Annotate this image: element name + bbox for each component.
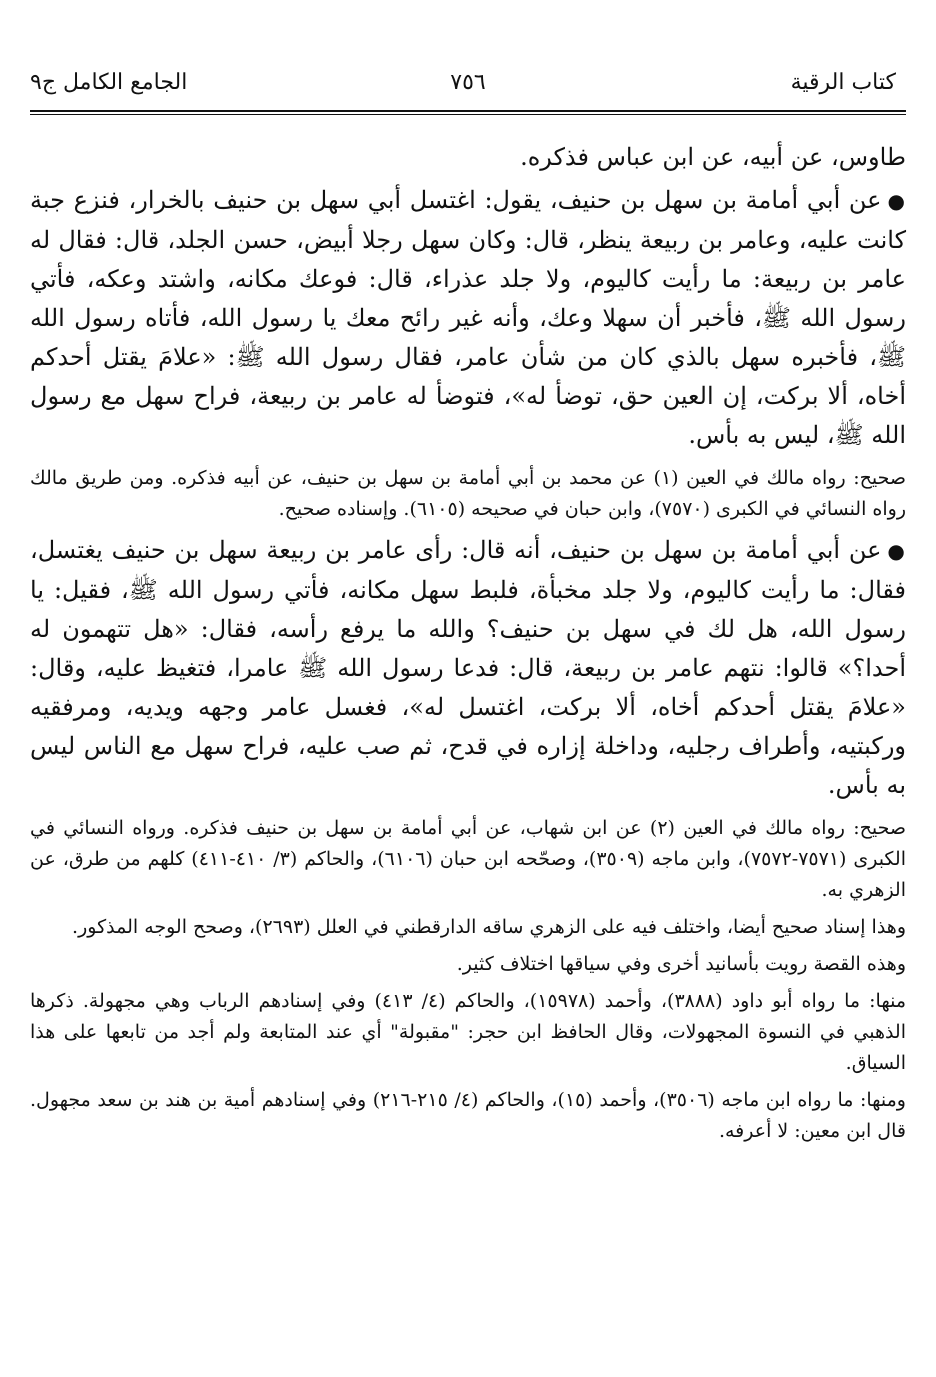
book-title: الجامع الكامل ج٩ xyxy=(30,70,188,95)
hadith-paragraph-2 xyxy=(30,531,906,805)
hadith-text-1: عن أبي أمامة بن سهل بن حنيف، يقول: اغتسل أبي سهل بن حنيف بالخرار، فنزع جبة كانت عليه، وعامر بن ربيعة ينظر، قال: وكان سهل رجلا أبيض، حسن الجلد، قال: فقال له عامر بن ربيعة: ما رأيت كاليوم، ولا جلد عذراء، قال: فوعك مكانه، واشتد وعكه، فأتي رسول الله ﷺ، فأخبر أن سهلا وعك، وأنه غير رائح معك يا رسول الله، فأتاه رسول الله ﷺ، فأخبره سهل بالذي كان من شأن عامر، فقال رسول الله ﷺ: «علامَ يقتل أحدكم أخاه، ألا بركت، إن العين حق، توضأ له»، فتوضأ له عامر بن ربيعة، فراح سهل مع رسول الله ﷺ، ليس به بأس. xyxy=(30,186,906,449)
takhrij-note-1 xyxy=(30,463,906,525)
note-text-4: وهذه القصة رويت بأسانيد أخرى وفي سياقها اختلاف كثير. xyxy=(456,953,906,975)
page-body xyxy=(30,138,906,1153)
takhrij-note-2 xyxy=(30,813,906,1147)
note-text-5: منها: ما رواه أبو داود (٣٨٨٨)، وأحمد (١٥٩٧٨)، والحاكم (٤/ ٤١٣) وفي إسنادهم الرباب وهي مجهولة. ذكرها الذهبي في النسوة المجهولات، وقال الحافظ ابن حجر: "مقبولة" أي عند المتابعة ولم أجد من تابعها على هذا السياق. xyxy=(30,990,906,1074)
book-page xyxy=(30,60,907,1142)
chapter-title: كتاب الرقية xyxy=(790,70,896,95)
continuation-line: طاوس، عن أبيه، عن ابن عباس فذكره. xyxy=(520,143,906,171)
hadith-paragraph-1 xyxy=(30,181,906,455)
note-text-1: صحيح: رواه مالك في العين (١) عن محمد بن أبي أمامة بن سهل بن حنيف، عن أبيه فذكره. ومن طريق مالك رواه النسائي في الكبرى (٧٥٧٠)، وابن حبان في صحيحه (٦١٠٥). وإسناده صحيح. xyxy=(30,467,906,520)
note-text-2: صحيح: رواه مالك في العين (٢) عن ابن شهاب، عن أبي أمامة بن سهل بن حنيف فذكره. ورواه النسائي في الكبرى (٧٥٧١-٧٥٧٢)، وابن ماجه (٣٥٠٩)، وصحّحه ابن حبان (٦١٠٦)، والحاكم (٣/ ٤١٠-٤١١) كلهم من طرق، عن الزهري به. xyxy=(30,817,907,901)
header-rule-thick xyxy=(30,110,906,112)
note-text-3: وهذا إسناد صحيح أيضا، واختلف فيه على الزهري ساقه الدارقطني في العلل (٢٦٩٣)، وصحح الوجه المذكور. xyxy=(72,916,906,938)
page-number: ٧٥٦ xyxy=(450,70,486,95)
bullet-icon: ● xyxy=(887,539,906,563)
hadith-text-2: عن أبي أمامة بن سهل بن حنيف، أنه قال: رأى عامر بن ربيعة سهل بن حنيف يغتسل، فقال: ما رأيت كاليوم، ولا جلد مخبأة، فلبط سهل مكانه، فأتي رسول الله ﷺ، فقيل: يا رسول الله، هل لك في سهل بن حنيف؟ والله ما يرفع رأسه، فقال: «هل تتهمون له أحدا؟» قالوا: نتهم عامر بن ربيعة، قال: فدعا رسول الله ﷺ عامرا، فتغيظ عليه، وقال: «علامَ يقتل أحدكم أخاه، ألا بركت، اغتسل له»، فغسل عامر وجهه ويديه، ومرفقيه وركبتيه، وأطراف رجليه، وداخلة إزاره في قدح، ثم صب عليه، فراح سهل مع الناس ليس به بأس. xyxy=(30,536,906,799)
note-text-6: ومنها: ما رواه ابن ماجه (٣٥٠٦)، وأحمد (١٥)، والحاكم (٤/ ٢١٥-٢١٦) وفي إسنادهم أمية بن هند بن سعد مجهول. قال ابن معين: لا أعرفه. xyxy=(30,1089,906,1142)
bullet-icon: ● xyxy=(887,189,906,213)
header-rule-thin xyxy=(30,114,906,115)
page-header xyxy=(30,60,906,104)
